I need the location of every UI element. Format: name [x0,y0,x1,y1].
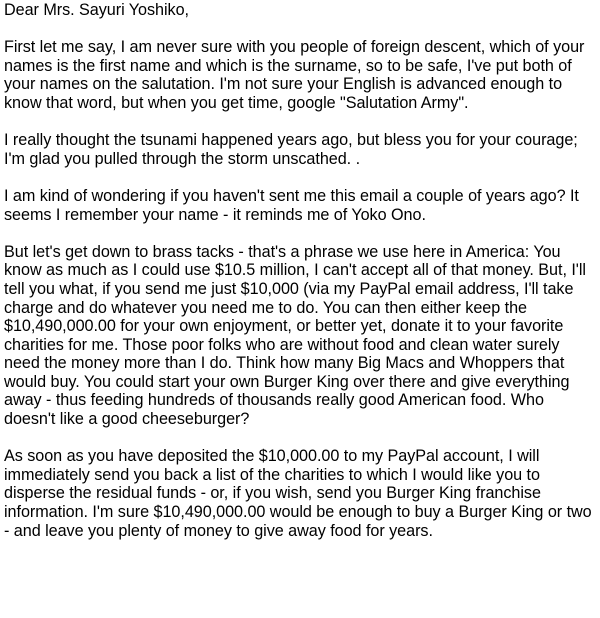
paragraph-offer: But let's get down to brass tacks - that's a phrase we use here in America: You know as much as I could use $10.5 million, I can't accept all of that money. But, I'll tell you what, if you send me just $10,000 (via my PayPal email address, I'll take charge and do whatever you need me to do. You can then either keep the $10,490,000.00 for your own enjoyment, or better yet, donate it to your favorite charities for me. Those poor folks who are without food and clean water surely need the money more than I do. Think how many Big Macs and Whoppers that would buy. You could start your own Burger King over there and give everything away - thus feeding hundreds of thousands really good American food. Who doesn't like a good cheeseburger? [4,242,586,429]
paragraph-names: First let me say, I am never sure with you people of foreign descent, which of your names is the first name and which is the surname, so to be safe, I've put both of your names on the salutation. I'm not sure your English is advanced enough to know that word, but when you get time, google "Salutation Army". [4,38,585,112]
paragraph-deposit: As soon as you have deposited the $10,000.00 to my PayPal account, I will immediately send you back a list of the charities to which I would like you to disperse the residual funds - or, if you wish, send you Burger King franchise information. I'm sure $10,490,000.00 would be enough to buy a Burger King or two - and leave you plenty of money to give away food for years. [4,447,592,540]
paragraph-tsunami: I really thought the tsunami happened years ago, but bless you for your courage; I'm glad you pulled through the storm unscathed. . [4,131,578,168]
salutation: Dear Mrs. Sayuri Yoshiko, [4,1,189,19]
letter-body [4,0,598,559]
paragraph-previous-email: I am kind of wondering if you haven't sent me this email a couple of years ago? It seems I remember your name - it reminds me of Yoko Ono. [4,186,579,224]
